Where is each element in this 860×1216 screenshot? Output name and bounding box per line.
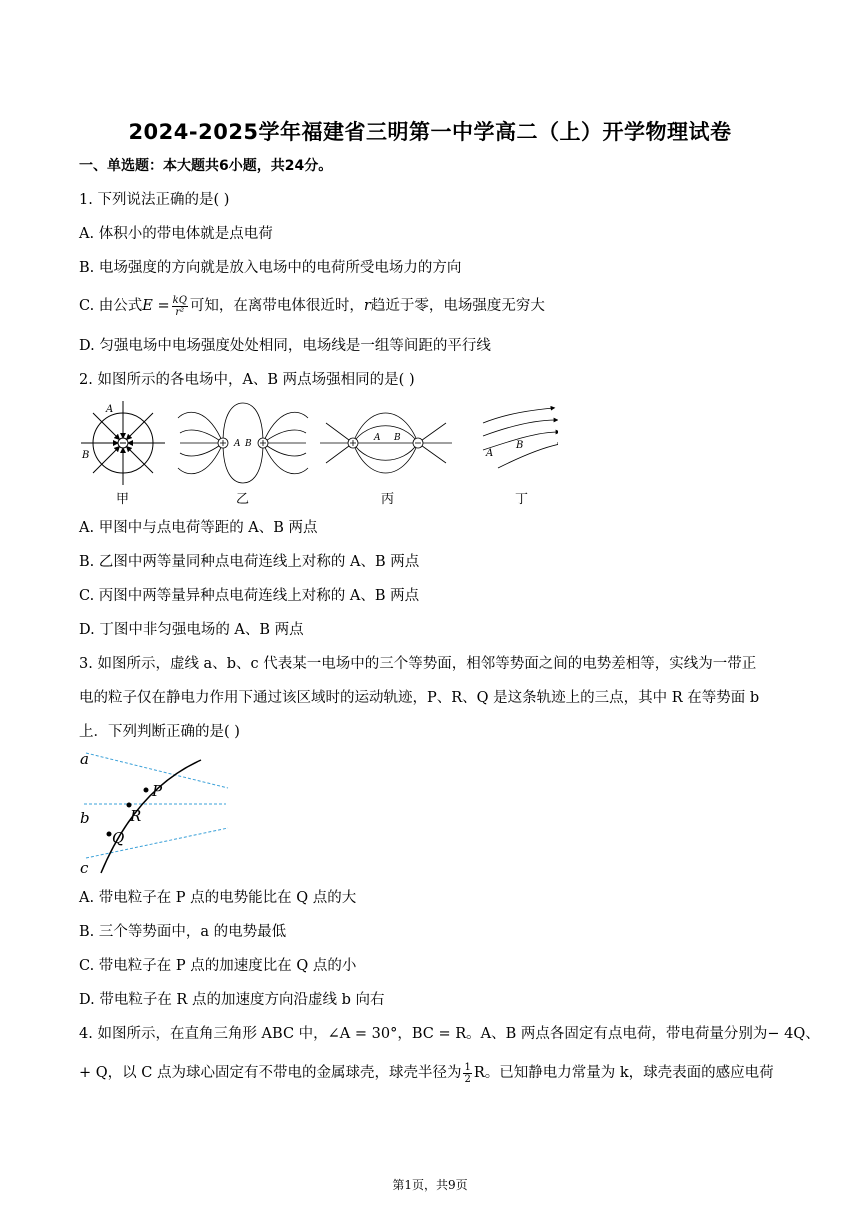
q2-option-b: B. 乙图中两等量同种点电荷连线上对称的 A、B 两点	[79, 554, 420, 570]
bing-label-a: A	[374, 433, 381, 443]
q2-option-a: A. 甲图中与点电荷等距的 A、B 两点	[79, 520, 318, 536]
label-p: P	[152, 782, 163, 800]
q3-option-c: C. 带电粒子在 P 点的加速度比在 Q 点的小	[79, 958, 357, 974]
q3-equipotential-figure	[76, 748, 236, 878]
half-fraction: $\frac{1}{2}$	[464, 1061, 471, 1085]
jia-label-b: B	[82, 450, 90, 461]
fig-label-ding: 丁	[515, 492, 529, 507]
q3-stem-line2: 电的粒子仅在静电力作用下通过该区域时的运动轨迹，P、R、Q 是这条轨迹上的三点，其中 R 在等势面 b	[79, 690, 760, 706]
q1-stem: 1. 下列说法正确的是( )	[79, 192, 230, 208]
page-footer: 第1页，共9页	[392, 1178, 468, 1192]
ding-label-a: A	[486, 448, 494, 459]
q1-option-d: D. 匀强电场中电场强度处处相同，电场线是一组等间距的平行线	[79, 338, 491, 354]
q1-option-b: B. 电场强度的方向就是放入电场中的电荷所受电场力的方向	[79, 260, 462, 276]
yi-label-b: B	[245, 439, 252, 449]
q3-stem-line1: 3. 如图所示，虚线 a、b、c 代表某一电场中的三个等势面，相邻等势面之间的电势差相等，实线为一带正	[79, 656, 757, 672]
q2-stem: 2. 如图所示的各电场中，A、B 两点场强相同的是( )	[79, 372, 415, 388]
label-c: c	[80, 859, 89, 877]
label-a: a	[80, 750, 89, 768]
yi-label-a: A	[234, 439, 241, 449]
ding-label-b: B	[516, 440, 524, 451]
q3-stem-line3: 上．下列判断正确的是( )	[79, 724, 240, 740]
q4-stem-line1: 4. 如图所示，在直角三角形 ABC 中，∠A = 30°，BC = R。A、B 两点各固定有点电荷，带电荷量分别为− 4Q、	[79, 1026, 820, 1042]
page-title: 2024-2025学年福建省三明第一中学高二（上）开学物理试卷	[128, 120, 732, 144]
section-heading: 一、单选题：本大题共6小题，共24分。	[79, 158, 333, 174]
figure-bing	[320, 413, 452, 473]
bing-label-b: B	[394, 433, 401, 443]
formula-fraction: $\frac{kQ}{\text{r²}}$	[172, 294, 187, 318]
figure-jia	[81, 401, 165, 485]
q2-option-d: D. 丁图中非匀强电场的 A、B 两点	[79, 622, 304, 638]
figure-ding	[483, 408, 558, 468]
fig-label-jia: 甲	[116, 492, 130, 507]
label-q: Q	[112, 829, 125, 847]
q4-stem-line2: + Q，以 C 点为球心固定有不带电的金属球壳，球壳半径为 $\frac{1}{2}$ R。已知静电力常量为 k，球壳表面的感应电荷	[79, 1061, 774, 1085]
q1-option-a: A. 体积小的带电体就是点电荷	[79, 226, 273, 242]
q2-option-c: C. 丙图中两等量异种点电荷连线上对称的 A、B 两点	[79, 588, 420, 604]
q3-option-d: D. 带电粒子在 R 点的加速度方向沿虚线 b 向右	[79, 992, 385, 1008]
fig-label-bing: 丙	[381, 492, 395, 507]
jia-label-a: A	[106, 404, 114, 415]
figure-yi	[178, 403, 308, 483]
q3-option-b: B. 三个等势面中，a 的电势最低	[79, 924, 287, 940]
q2-field-figures	[78, 398, 558, 490]
formula-lhs: E =	[142, 298, 170, 314]
label-b: b	[80, 809, 90, 827]
fig-label-yi: 乙	[236, 492, 250, 507]
q1-option-c: C. 由公式E = $\frac{kQ}{\text{r²}}$ 可知，在离带电体很近时，r趋近于零，电场强度无穷大	[79, 294, 545, 318]
q3-option-a: A. 带电粒子在 P 点的电势能比在 Q 点的大	[79, 890, 357, 906]
label-r: R	[130, 807, 142, 825]
